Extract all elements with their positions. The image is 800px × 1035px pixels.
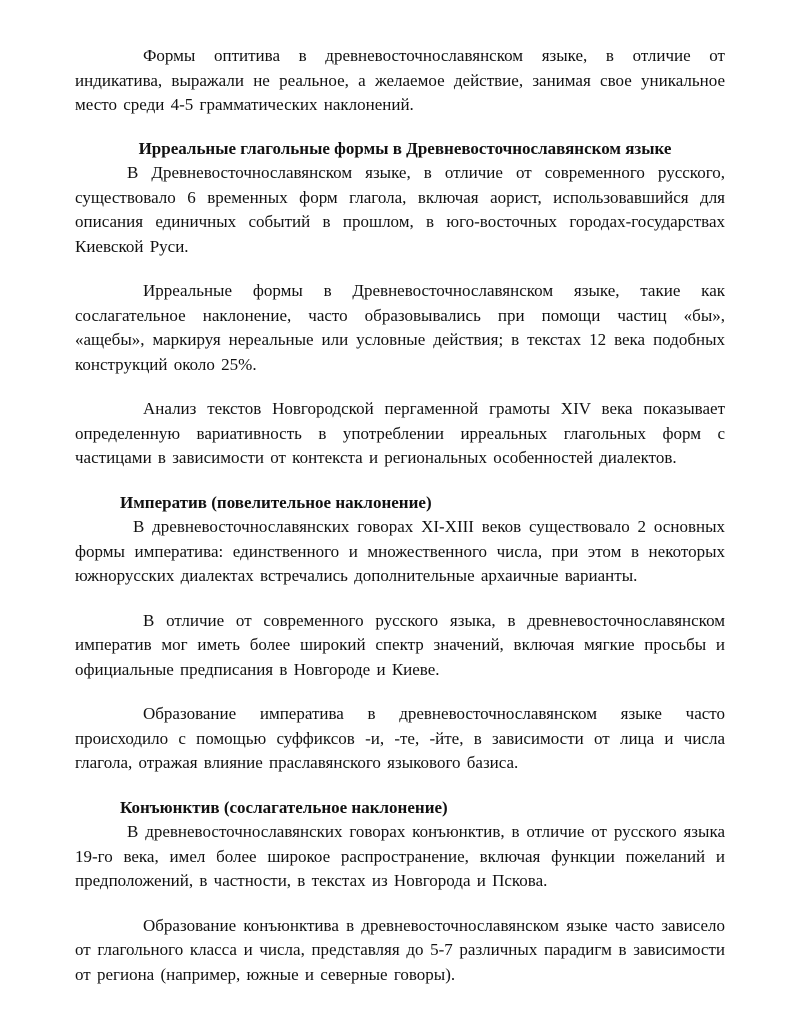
section1-paragraph-3: Анализ текстов Новгородской пергаменной грамоты XIV века показывает определенную вариативность в употреблении ирреальных глагольных форм с частицами в зависимости от контекста и региональных особенностей диалектов.: [75, 399, 725, 467]
intro-paragraph: Формы оптитива в древневосточнославянском языке, в отличие от индикатива, выражали не реальное, а желаемое действие, занимая свое уникальное место среди 4-5 грамматических наклонений.: [75, 46, 725, 114]
section2-heading: Императив (повелительное наклонение): [120, 492, 432, 512]
section3-heading: Конъюнктив (сослагательное наклонение): [120, 797, 448, 817]
section1-heading: Ирреальные глагольные формы в Древневосточнославянском языке: [138, 138, 672, 158]
section1-paragraph-1: В Древневосточнославянском языке, в отличие от современного русского, существовало 6 временных форм глагола, включая аорист, использовавшийся для описания единичных событий в прошлом, в юго-восточных городах-государствах Киевской Руси.: [75, 163, 725, 256]
section2-paragraph-3: Образование императива в древневосточнославянском языке часто происходило с помощью суффиксов -и, -те, -йте, в зависимости от лица и числа глагола, отражая влияние праславянского языкового базиса.: [75, 704, 725, 772]
section2-paragraph-2: В отличие от современного русского языка, в древневосточнославянском императив мог иметь более широкий спектр значений, включая мягкие просьбы и официальные предписания в Новгороде и Киеве.: [75, 610, 725, 679]
section3-paragraph-1: В древневосточнославянских говорах конъюнктив, в отличие от русского языка 19-го века, имел более широкое распространение, включая функции пожеланий и предположений, в частности, в текстах из Новгорода и Пскова.: [75, 822, 725, 890]
section2-paragraph-1: В древневосточнославянских говорах XI-XIII веков существовало 2 основных формы императива: единственного и множественного числа, при этом в некоторых южнорусских диалектах встречались дополнительные архаичные варианты.: [75, 517, 725, 585]
section3-paragraph-2: Образование конъюнктива в древневосточнославянском языке часто зависело от глагольного класса и числа, представляя до 5-7 различных парадигм в зависимости от региона (например, южные и северные говоры).: [75, 915, 725, 984]
section1-paragraph-2: Ирреальные формы в Древневосточнославянском языке, такие как сослагательное наклонение, часто образовывались при помощи частиц «бы», «ащебы», маркируя нереальные или условные действия; в текстах 12 века подобных конструкций около 25%.: [75, 281, 725, 374]
